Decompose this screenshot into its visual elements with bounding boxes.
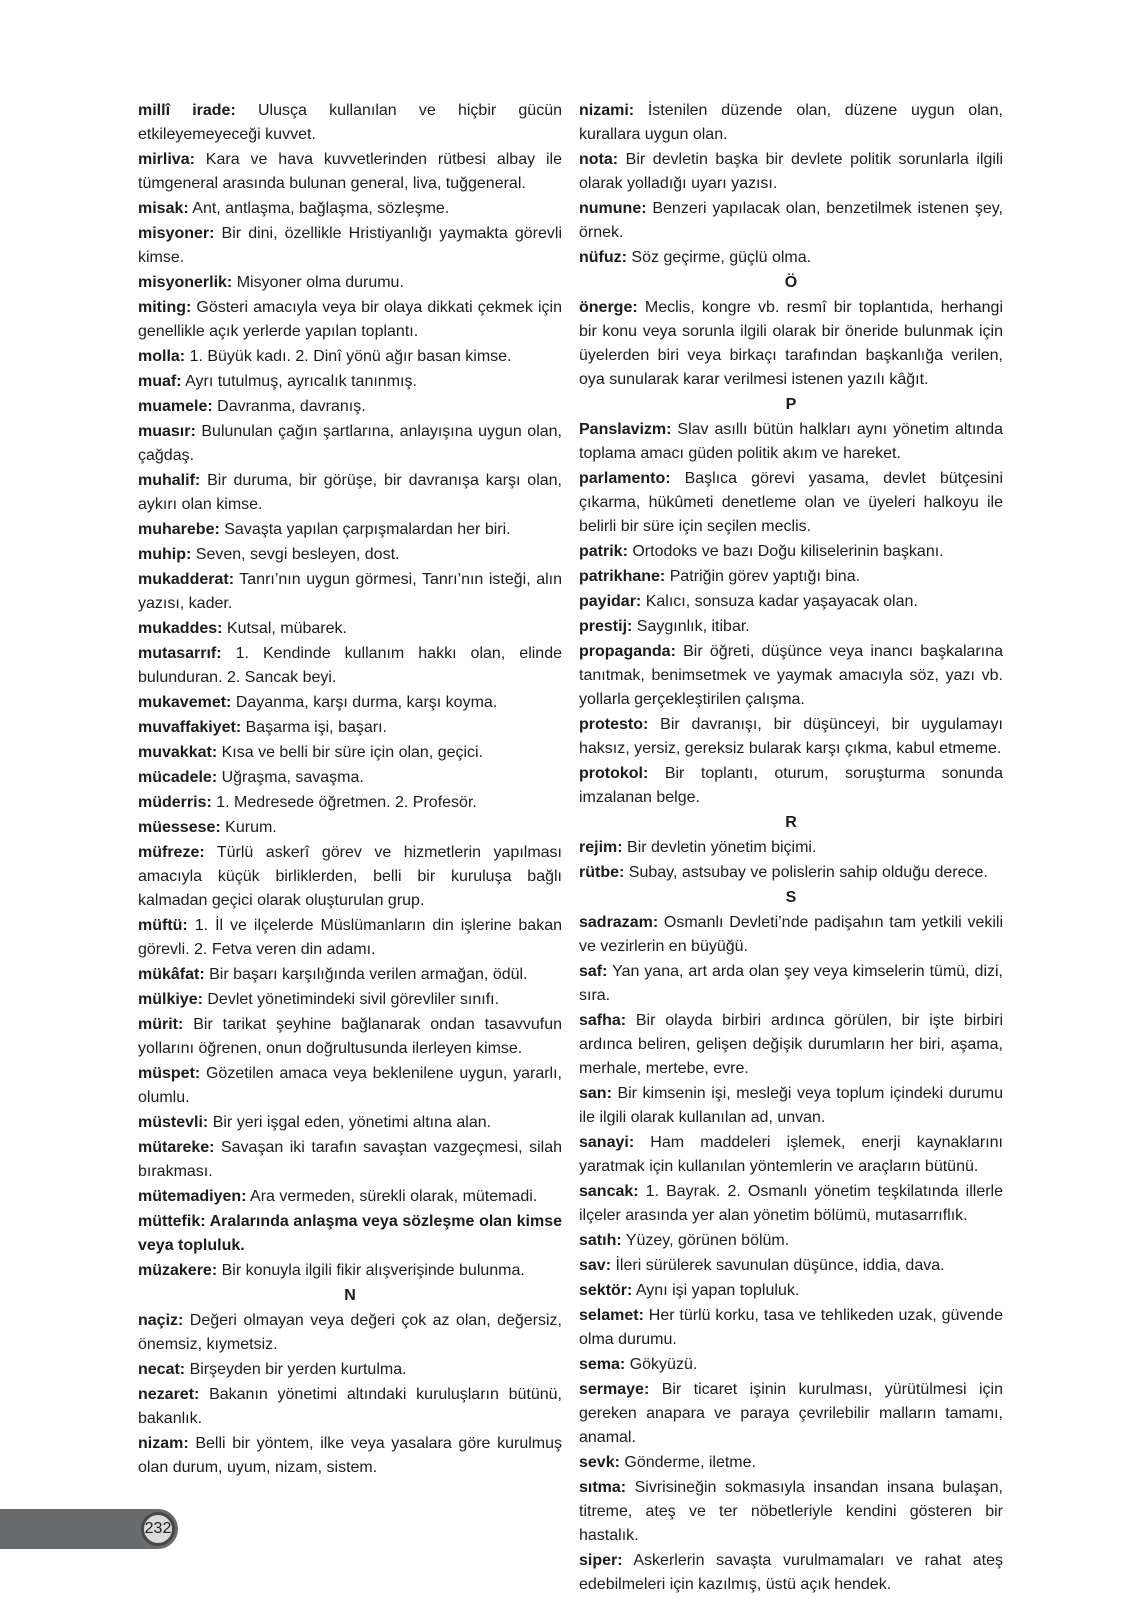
- entry-term: patrik:: [579, 543, 628, 560]
- entry-term: prestij:: [579, 618, 633, 635]
- dictionary-entry: prestij: Saygınlık, itibar.: [579, 618, 750, 635]
- page-number: 232: [144, 1520, 172, 1537]
- entry-term: miting:: [138, 299, 192, 316]
- entry-term: mutasarrıf:: [138, 645, 222, 662]
- entry-term: muvakkat:: [138, 744, 218, 761]
- dictionary-entry: misyonerlik: Misyoner olma durumu.: [138, 274, 404, 291]
- dictionary-entry: müttefik: Aralarında anlaşma veya sözleşme olan kimse veya topluluk.: [138, 1213, 562, 1254]
- entry-term: müessese:: [138, 819, 221, 836]
- entry-term: safha:: [579, 1012, 627, 1029]
- dictionary-entry: müspet: Gözetilen amaca veya beklenilene uygun, yararlı, olumlu.: [138, 1065, 562, 1106]
- dictionary-entry: sancak: 1. Bayrak. 2. Osmanlı yönetim teşkilatında illerle ilçeler arasında yer alan yönetim bölümü, mutasarrıflık.: [579, 1183, 1003, 1224]
- section-letter: N: [344, 1287, 356, 1304]
- glossary-page: [138, 99, 1004, 1598]
- entry-term: sema:: [579, 1356, 626, 1373]
- dictionary-entry: sadrazam: Osmanlı Devleti’nde padişahın tam yetkili vekili ve vezirlerin en büyüğü.: [579, 914, 1003, 955]
- entry-term: mütareke:: [138, 1139, 215, 1156]
- entry-term: sancak:: [579, 1183, 639, 1200]
- entry-term: müttefik:: [138, 1213, 206, 1230]
- dictionary-entry: nota: Bir devletin başka bir devlete politik sorunlarla ilgili olarak yolladığı uyarı yazısı.: [579, 151, 1003, 192]
- dictionary-entry: mukadderat: Tanrı’nın uygun görmesi, Tanrı’nın isteği, alın yazısı, kader.: [138, 571, 562, 612]
- entry-term: molla:: [138, 348, 186, 365]
- dictionary-entry: protokol: Bir toplantı, oturum, soruşturma sonunda imzalanan belge.: [579, 765, 1003, 806]
- entry-term: mukavemet:: [138, 694, 232, 711]
- dictionary-entry: saf: Yan yana, art arda olan şey veya kimselerin tümü, dizi, sıra.: [579, 963, 1003, 1004]
- entry-term: naçiz:: [138, 1312, 184, 1329]
- dictionary-entry: nizami: İstenilen düzende olan, düzene uygun olan, kurallara uygun olan.: [579, 102, 1003, 143]
- entry-term: mürit:: [138, 1016, 184, 1033]
- entry-term: mirliva:: [138, 151, 195, 168]
- entry-term: necat:: [138, 1361, 186, 1378]
- entry-term: protokol:: [579, 765, 649, 782]
- entry-term: muasır:: [138, 423, 196, 440]
- entry-term: muhalif:: [138, 472, 201, 489]
- dictionary-entry: muhip: Seven, sevgi besleyen, dost.: [138, 546, 400, 563]
- dictionary-entry: müfreze: Türlü askerî görev ve hizmetlerin yapılması amacıyla küçük birliklerden, belli bir kuruluşa bağlı kalmadan geçici olarak oluşturulan grup.: [138, 844, 562, 909]
- dictionary-entry: safha: Bir olayda birbiri ardınca görülen, bir işte birbiri ardınca beliren, gelişen değişik durumların her biri, aşama, merhale, mertebe, evre.: [579, 1012, 1003, 1077]
- dictionary-entry: protesto: Bir davranışı, bir düşünceyi, bir uygulamayı haksız, yersiz, gereksiz bularak karşı çıkma, kabul etmeme.: [579, 716, 1003, 757]
- dictionary-entry: naçiz: Değeri olmayan veya değeri çok az olan, değersiz, önemsiz, kıymetsiz.: [138, 1312, 562, 1353]
- entry-term: müderris:: [138, 794, 212, 811]
- entry-term: selamet:: [579, 1307, 644, 1324]
- entry-term: muhip:: [138, 546, 192, 563]
- dictionary-entry: nizam: Belli bir yöntem, ilke veya yasalara göre kurulmuş olan durum, uyum, nizam, sistem.: [138, 1435, 562, 1476]
- dictionary-entry: necat: Birşeyden bir yerden kurtulma.: [138, 1361, 407, 1378]
- dictionary-entry: san: Bir kimsenin işi, mesleği veya toplum içindeki durumu ile ilgili olarak kullanılan ad, unvan.: [579, 1085, 1003, 1126]
- dictionary-entry: muamele: Davranma, davranış.: [138, 398, 366, 415]
- dictionary-entry: sanayi: Ham maddeleri işlemek, enerji kaynaklarını yaratmak için kullanılan yöntemlerin ve araçların bütünü.: [579, 1134, 1003, 1175]
- entry-term: numune:: [579, 200, 647, 217]
- entry-term: sermaye:: [579, 1381, 650, 1398]
- dictionary-entry: müstevli: Bir yeri işgal eden, yönetimi altına alan.: [138, 1114, 492, 1131]
- dictionary-entry: mütemadiyen: Ara vermeden, sürekli olarak, mütemadi.: [138, 1188, 538, 1205]
- entry-term: parlamento:: [579, 470, 671, 487]
- dictionary-entry: sevk: Gönderme, iletme.: [579, 1454, 756, 1471]
- entry-term: muamele:: [138, 398, 213, 415]
- dictionary-entry: satıh: Yüzey, görünen bölüm.: [579, 1232, 790, 1249]
- entry-term: mütemadiyen:: [138, 1188, 247, 1205]
- dictionary-entry: payidar: Kalıcı, sonsuza kadar yaşayacak olan.: [579, 593, 918, 610]
- entry-term: misak:: [138, 200, 189, 217]
- glossary-column-left: [138, 99, 562, 1598]
- dictionary-entry: mukaddes: Kutsal, mübarek.: [138, 620, 347, 637]
- entry-term: protesto:: [579, 716, 649, 733]
- page-footer-bar: [0, 1509, 178, 1549]
- entry-term: müftü:: [138, 917, 188, 934]
- dictionary-entry: patrikhane: Patriğin görev yaptığı bina.: [579, 568, 861, 585]
- dictionary-entry: sıtma: Sivrisineğin sokmasıyla insandan insana bulaşan, titreme, ateş ve ter nöbetleriyle kendini gösteren bir hastalık.: [579, 1479, 1003, 1544]
- entry-term: Panslavizm:: [579, 421, 672, 438]
- entry-term: satıh:: [579, 1232, 622, 1249]
- dictionary-entry: muhalif: Bir duruma, bir görüşe, bir davranışa karşı olan, aykırı olan kimse.: [138, 472, 562, 513]
- dictionary-entry: mülkiye: Devlet yönetimindeki sivil görevliler sınıfı.: [138, 991, 500, 1008]
- dictionary-entry: Panslavizm: Slav asıllı bütün halkları aynı yönetim altında toplama amacı güden politik akım ve hareket.: [579, 421, 1003, 462]
- dictionary-entry: nüfuz: Söz geçirme, güçlü olma.: [579, 249, 812, 266]
- entry-term: muaf:: [138, 373, 182, 390]
- entry-term: nota:: [579, 151, 619, 168]
- entry-term: sektör:: [579, 1282, 633, 1299]
- entry-term: patrikhane:: [579, 568, 666, 585]
- dictionary-entry: muvakkat: Kısa ve belli bir süre için olan, geçici.: [138, 744, 484, 761]
- entry-term: müzakere:: [138, 1262, 218, 1279]
- dictionary-entry: mirliva: Kara ve hava kuvvetlerinden rütbesi albay ile tümgeneral arasında bulunan general, liva, tuğgeneral.: [138, 151, 562, 192]
- dictionary-entry: rejim: Bir devletin yönetim biçimi.: [579, 839, 817, 856]
- dictionary-entry: miting: Gösteri amacıyla veya bir olaya dikkati çekmek için genellikle açık yerlerde yapılan toplantı.: [138, 299, 562, 340]
- entry-term: mükâfat:: [138, 966, 205, 983]
- page-number-badge: [141, 1512, 175, 1546]
- entry-term: propaganda:: [579, 643, 676, 660]
- entry-term: millî irade:: [138, 102, 236, 119]
- entry-term: önerge:: [579, 299, 638, 316]
- entry-term: misyoner:: [138, 225, 215, 242]
- dictionary-entry: misak: Ant, antlaşma, bağlaşma, sözleşme.: [138, 200, 450, 217]
- entry-term: müstevli:: [138, 1114, 209, 1131]
- dictionary-entry: selamet: Her türlü korku, tasa ve tehlikeden uzak, güvende olma durumu.: [579, 1307, 1003, 1348]
- dictionary-entry: önerge: Meclis, kongre vb. resmî bir toplantıda, herhangi bir konu veya sorunla ilgili olarak bir öneride bulunmak için üyelerden biri veya birkaçı tarafından başkanlığa verilen, oya sunularak karar verilmesi istenen yazılı kâğıt.: [579, 299, 1003, 388]
- entry-term: rütbe:: [579, 864, 625, 881]
- entry-term: siper:: [579, 1552, 623, 1569]
- glossary-column-right: [579, 99, 1003, 1598]
- dictionary-entry: müderris: 1. Medresede öğretmen. 2. Profesör.: [138, 794, 477, 811]
- entry-term: mukaddes:: [138, 620, 223, 637]
- dictionary-entry: molla: 1. Büyük kadı. 2. Dinî yönü ağır basan kimse.: [138, 348, 512, 365]
- dictionary-entry: sav: İleri sürülerek savunulan düşünce, iddia, dava.: [579, 1257, 945, 1274]
- entry-term: payidar:: [579, 593, 642, 610]
- entry-term: muharebe:: [138, 521, 220, 538]
- dictionary-entry: mükâfat: Bir başarı karşılığında verilen armağan, ödül.: [138, 966, 528, 983]
- dictionary-entry: mütareke: Savaşan iki tarafın savaştan vazgeçmesi, silah bırakması.: [138, 1139, 562, 1180]
- dictionary-entry: sema: Gökyüzü.: [579, 1356, 698, 1373]
- dictionary-entry: muaf: Ayrı tutulmuş, ayrıcalık tanınmış.: [138, 373, 417, 390]
- entry-term: müspet:: [138, 1065, 201, 1082]
- entry-term: nizami:: [579, 102, 635, 119]
- dictionary-entry: muasır: Bulunulan çağın şartlarına, anlayışına uygun olan, çağdaş.: [138, 423, 562, 464]
- dictionary-entry: millî irade: Ulusça kullanılan ve hiçbir gücün etkileyemeyeceği kuvvet.: [138, 102, 562, 143]
- dictionary-entry: muvaffakiyet: Başarma işi, başarı.: [138, 719, 387, 736]
- dictionary-entry: mutasarrıf: 1. Kendinde kullanım hakkı olan, elinde bulunduran. 2. Sancak beyi.: [138, 645, 562, 686]
- entry-term: muvaffakiyet:: [138, 719, 242, 736]
- section-letter: Ö: [784, 274, 798, 291]
- entry-term: sevk:: [579, 1454, 620, 1471]
- dictionary-entry: numune: Benzeri yapılacak olan, benzetilmek istenen şey, örnek.: [579, 200, 1003, 241]
- section-letter: R: [785, 814, 797, 831]
- entry-term: saf:: [579, 963, 608, 980]
- dictionary-entry: müessese: Kurum.: [138, 819, 277, 836]
- entry-term: mülkiye:: [138, 991, 203, 1008]
- dictionary-entry: muharebe: Savaşta yapılan çarpışmalardan her biri.: [138, 521, 511, 538]
- dictionary-entry: patrik: Ortodoks ve bazı Doğu kiliselerinin başkanı.: [579, 543, 944, 560]
- entry-term: sadrazam:: [579, 914, 659, 931]
- dictionary-entry: sektör: Aynı işi yapan topluluk.: [579, 1282, 800, 1299]
- dictionary-entry: nezaret: Bakanın yönetimi altındaki kuruluşların bütünü, bakanlık.: [138, 1386, 562, 1427]
- dictionary-entry: misyoner: Bir dini, özellikle Hristiyanlığı yaymakta görevli kimse.: [138, 225, 562, 266]
- dictionary-entry: rütbe: Subay, astsubay ve polislerin sahip olduğu derece.: [579, 864, 988, 881]
- dictionary-entry: mücadele: Uğraşma, savaşma.: [138, 769, 364, 786]
- dictionary-entry: mukavemet: Dayanma, karşı durma, karşı koyma.: [138, 694, 498, 711]
- entry-term: mücadele:: [138, 769, 218, 786]
- section-letter: S: [785, 889, 797, 906]
- entry-term: sav:: [579, 1257, 612, 1274]
- entry-term: misyonerlik:: [138, 274, 233, 291]
- dictionary-entry: siper: Askerlerin savaşta vurulmamaları ve rahat ateş edebilmeleri için kazılmış, üstü açık hendek.: [579, 1552, 1003, 1593]
- dictionary-entry: sermaye: Bir ticaret işinin kurulması, yürütülmesi için gereken anapara ve paraya çevrilebilir malların tamamı, anamal.: [579, 1381, 1003, 1446]
- entry-term: sıtma:: [579, 1479, 627, 1496]
- entry-term: mukadderat:: [138, 571, 235, 588]
- dictionary-entry: propaganda: Bir öğreti, düşünce veya inancı başkalarına tanıtmak, benimsetmek ve yaymak amacıyla söz, yazı vb. yollarla gerçekleştirilen çalışma.: [579, 643, 1003, 708]
- entry-term: sanayi:: [579, 1134, 635, 1151]
- entry-term: müfreze:: [138, 844, 205, 861]
- section-letter: P: [785, 396, 797, 413]
- dictionary-entry: parlamento: Başlıca görevi yasama, devlet bütçesini çıkarma, hükûmeti denetleme olan ve üyeleri halkoyu ile belirli bir süre için seçilen meclis.: [579, 470, 1003, 535]
- entry-term: nizam:: [138, 1435, 189, 1452]
- entry-term: nüfuz:: [579, 249, 627, 266]
- entry-term: rejim:: [579, 839, 623, 856]
- dictionary-entry: mürit: Bir tarikat şeyhine bağlanarak ondan tasavvufun yollarını öğrenen, onun doğrultusunda ilerleyen kimse.: [138, 1016, 562, 1057]
- dictionary-entry: müzakere: Bir konuyla ilgili fikir alışverişinde bulunma.: [138, 1262, 525, 1279]
- entry-term: san:: [579, 1085, 612, 1102]
- entry-term: nezaret:: [138, 1386, 200, 1403]
- dictionary-entry: müftü: 1. İl ve ilçelerde Müslümanların din işlerine bakan görevli. 2. Fetva veren din adamı.: [138, 917, 562, 958]
